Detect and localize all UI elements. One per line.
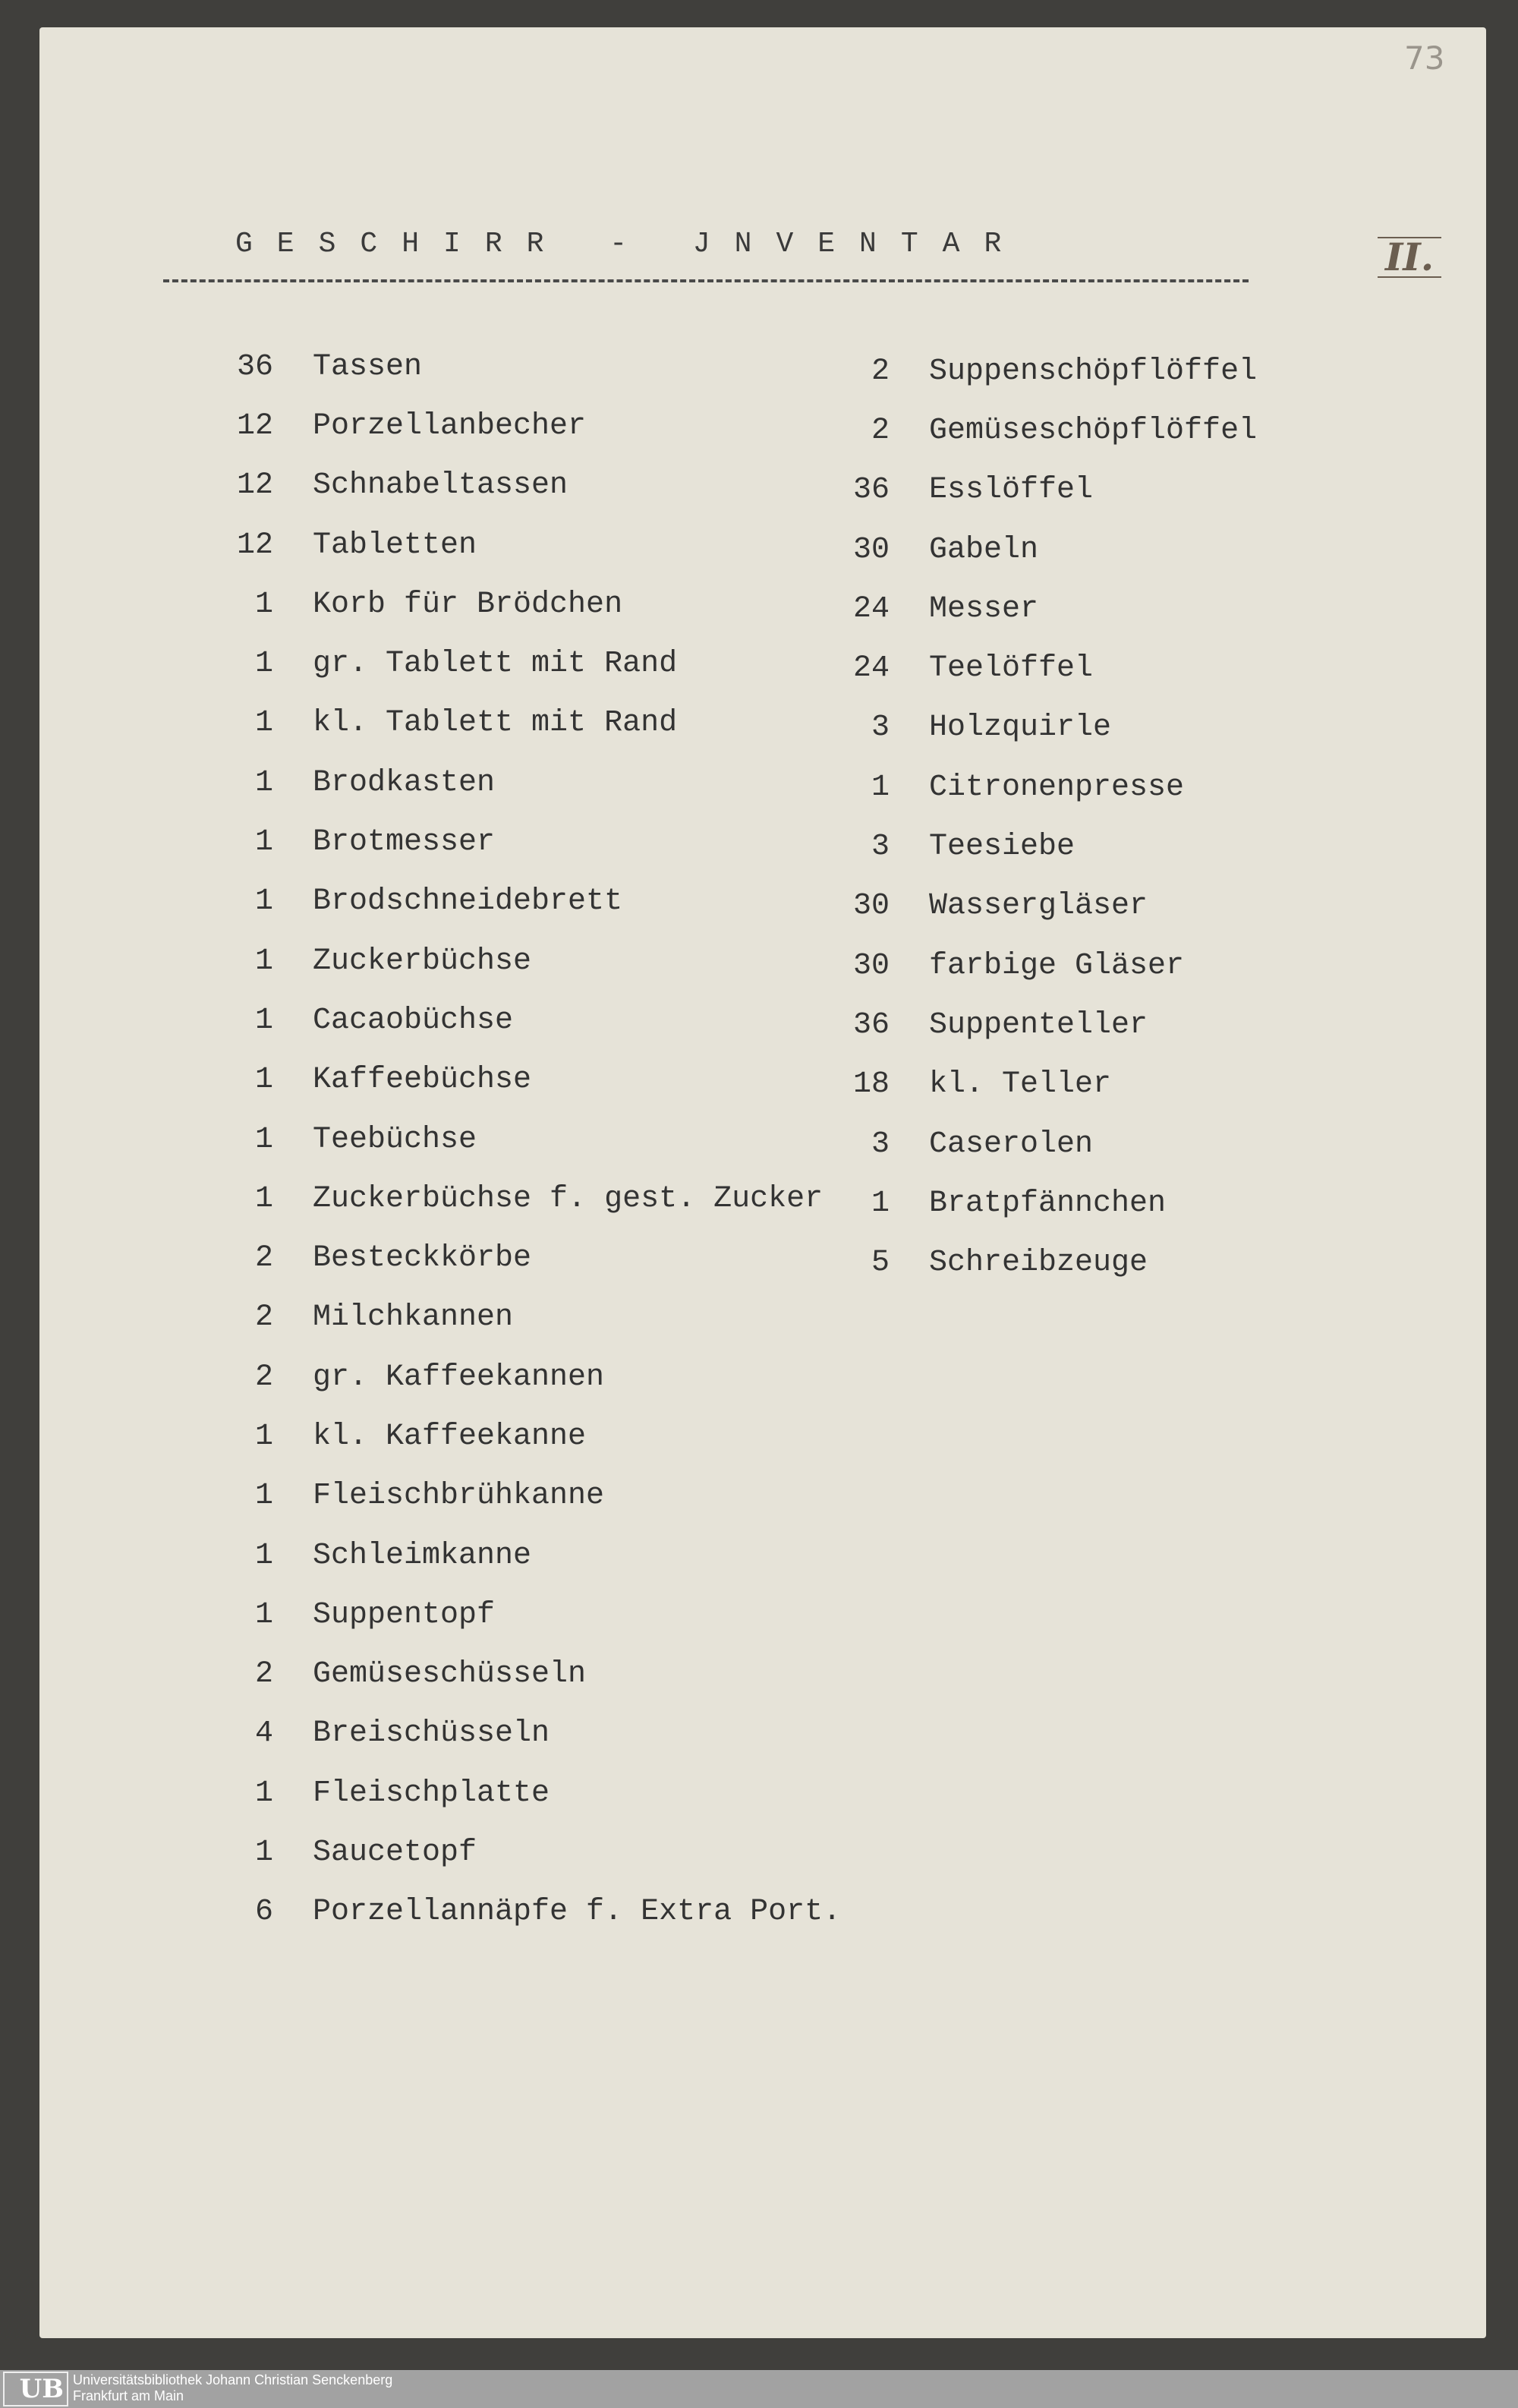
item-name: Fleischplatte [313,1776,550,1811]
inventory-row [190,1883,841,1942]
item-name: Teebüchse [313,1122,477,1157]
item-name: kl. Tablett mit Rand [313,706,678,741]
item-quantity: 1 [254,1003,273,1038]
inventory-row [190,1704,841,1763]
inventory-row [190,1228,841,1288]
item-quantity: 36 [852,473,890,508]
item-name: Kaffeebüchse [313,1063,532,1098]
inventory-row [821,1174,1257,1233]
item-quantity: 24 [852,651,890,686]
item-name: Porzellannäpfe f. Extra Port. [313,1895,842,1930]
inventory-row [190,931,841,991]
inventory-row [190,634,841,693]
inventory-row [821,877,1257,936]
inventory-row [190,1347,841,1407]
item-name: Saucetopf [313,1836,477,1871]
right-inventory-list [821,342,1257,1293]
inventory-row [190,1407,841,1466]
inventory-row [821,1114,1257,1174]
inventory-row [190,1288,841,1347]
item-quantity: 6 [254,1895,273,1930]
item-name: gr. Tablett mit Rand [313,647,678,682]
item-name: Korb für Brödchen [313,587,623,622]
item-name: Gabeln [929,532,1039,567]
item-quantity: 1 [254,1776,273,1811]
inventory-row [821,638,1257,698]
item-name: Zuckerbüchse [313,944,532,979]
footer-line-1: Universitätsbibliothek Johann Christian Senckenberg [73,2372,393,2388]
item-quantity: 36 [852,1007,890,1042]
item-name: Suppentopf [313,1597,496,1632]
inventory-row [190,812,841,871]
inventory-row [821,579,1257,638]
item-quantity: 2 [254,1657,273,1692]
item-name: Gemüseschüsseln [313,1657,587,1692]
item-name: Zuckerbüchse f. gest. Zucker [313,1181,824,1216]
item-quantity: 24 [852,591,890,626]
inventory-row [821,342,1257,401]
item-name: Schreibzeuge [929,1246,1148,1281]
item-name: Cacaobüchse [313,1003,514,1038]
inventory-row [190,1526,841,1585]
item-name: Besteckkörbe [313,1241,532,1276]
item-quantity: 1 [254,706,273,741]
item-name: Caserolen [929,1127,1094,1161]
inventory-row [190,1110,841,1169]
inventory-row [190,1645,841,1704]
inventory-row [821,520,1257,579]
item-name: Tabletten [313,528,477,563]
item-quantity: 1 [254,1419,273,1454]
inventory-row [190,872,841,931]
inventory-row [190,575,841,634]
item-quantity: 12 [236,528,273,563]
title-underline [163,279,1249,282]
item-name: Brodschneidebrett [313,884,623,919]
item-quantity: 3 [871,711,890,745]
item-quantity: 3 [871,830,890,865]
inventory-row [190,694,841,753]
inventory-row [821,1055,1257,1114]
item-quantity: 1 [254,825,273,860]
inventory-row [821,698,1257,758]
inventory-row [821,817,1257,876]
item-name: Bratpfännchen [929,1186,1167,1221]
item-quantity: 30 [852,889,890,924]
footer-line-2: Frankfurt am Main [73,2388,184,2403]
item-name: Suppenschöpflöffel [929,354,1258,389]
inventory-row [190,456,841,515]
item-quantity: 2 [254,1360,273,1395]
item-quantity: 1 [254,1597,273,1632]
item-name: Schnabeltassen [313,468,568,503]
item-quantity: 3 [871,1127,890,1161]
item-name: kl. Kaffeekanne [313,1419,587,1454]
item-name: Breischüsseln [313,1716,550,1751]
item-name: Brodkasten [313,765,496,800]
item-quantity: 1 [254,587,273,622]
item-quantity: 12 [236,468,273,503]
item-name: Teelöffel [929,651,1094,686]
item-quantity: 1 [254,647,273,682]
item-name: Tassen [313,349,423,384]
inventory-row [190,1467,841,1526]
inventory-row [821,461,1257,520]
item-name: Wassergläser [929,889,1148,924]
left-inventory-list [190,337,841,1942]
item-quantity: 1 [254,1181,273,1216]
item-name: farbige Gläser [929,948,1185,983]
inventory-row [821,758,1257,817]
page-number: 73 [1404,39,1445,77]
item-quantity: 1 [254,1538,273,1573]
inventory-row [190,337,841,396]
inventory-row [190,1823,841,1882]
item-name: Gemüseschöpflöffel [929,413,1258,448]
item-name: gr. Kaffeekannen [313,1360,605,1395]
inventory-row [190,396,841,455]
item-name: Fleischbrühkanne [313,1479,605,1514]
inventory-row [821,401,1257,460]
item-quantity: 30 [852,532,890,567]
item-quantity: 36 [236,349,273,384]
library-footer [0,2370,1518,2408]
item-quantity: 2 [871,354,890,389]
inventory-row [190,1169,841,1228]
inventory-row [190,1051,841,1110]
item-name: Teesiebe [929,830,1076,865]
item-name: Porzellanbecher [313,408,587,443]
item-name: Esslöffel [929,473,1094,508]
item-quantity: 12 [236,408,273,443]
ub-logo: UB [3,2372,68,2406]
item-quantity: 1 [871,1186,890,1221]
inventory-row [821,936,1257,995]
item-quantity: 2 [254,1241,273,1276]
inventory-row [190,753,841,812]
item-quantity: 4 [254,1716,273,1751]
item-name: Messer [929,591,1039,626]
item-quantity: 1 [254,1063,273,1098]
item-quantity: 30 [852,948,890,983]
item-name: Schleimkanne [313,1538,532,1573]
item-quantity: 1 [254,765,273,800]
inventory-row [190,1585,841,1644]
item-quantity: 1 [254,944,273,979]
inventory-row [190,991,841,1050]
item-quantity: 18 [852,1067,890,1102]
item-name: Suppenteller [929,1007,1148,1042]
item-quantity: 1 [871,770,890,805]
section-mark: II. [1378,237,1441,278]
inventory-row [190,1763,841,1823]
item-quantity: 1 [254,1479,273,1514]
inventory-row [821,1233,1257,1292]
item-quantity: 1 [254,1836,273,1871]
inventory-row [190,515,841,575]
item-name: Milchkannen [313,1300,514,1335]
item-quantity: 2 [254,1300,273,1335]
document-title: GESCHIRR - JNVENTAR [235,228,1026,260]
item-quantity: 5 [871,1246,890,1281]
inventory-row [821,995,1257,1054]
item-quantity: 1 [254,884,273,919]
item-name: kl. Teller [929,1067,1112,1102]
item-name: Citronenpresse [929,770,1185,805]
item-quantity: 2 [871,413,890,448]
item-name: Holzquirle [929,711,1112,745]
item-quantity: 1 [254,1122,273,1157]
item-name: Brotmesser [313,825,496,860]
